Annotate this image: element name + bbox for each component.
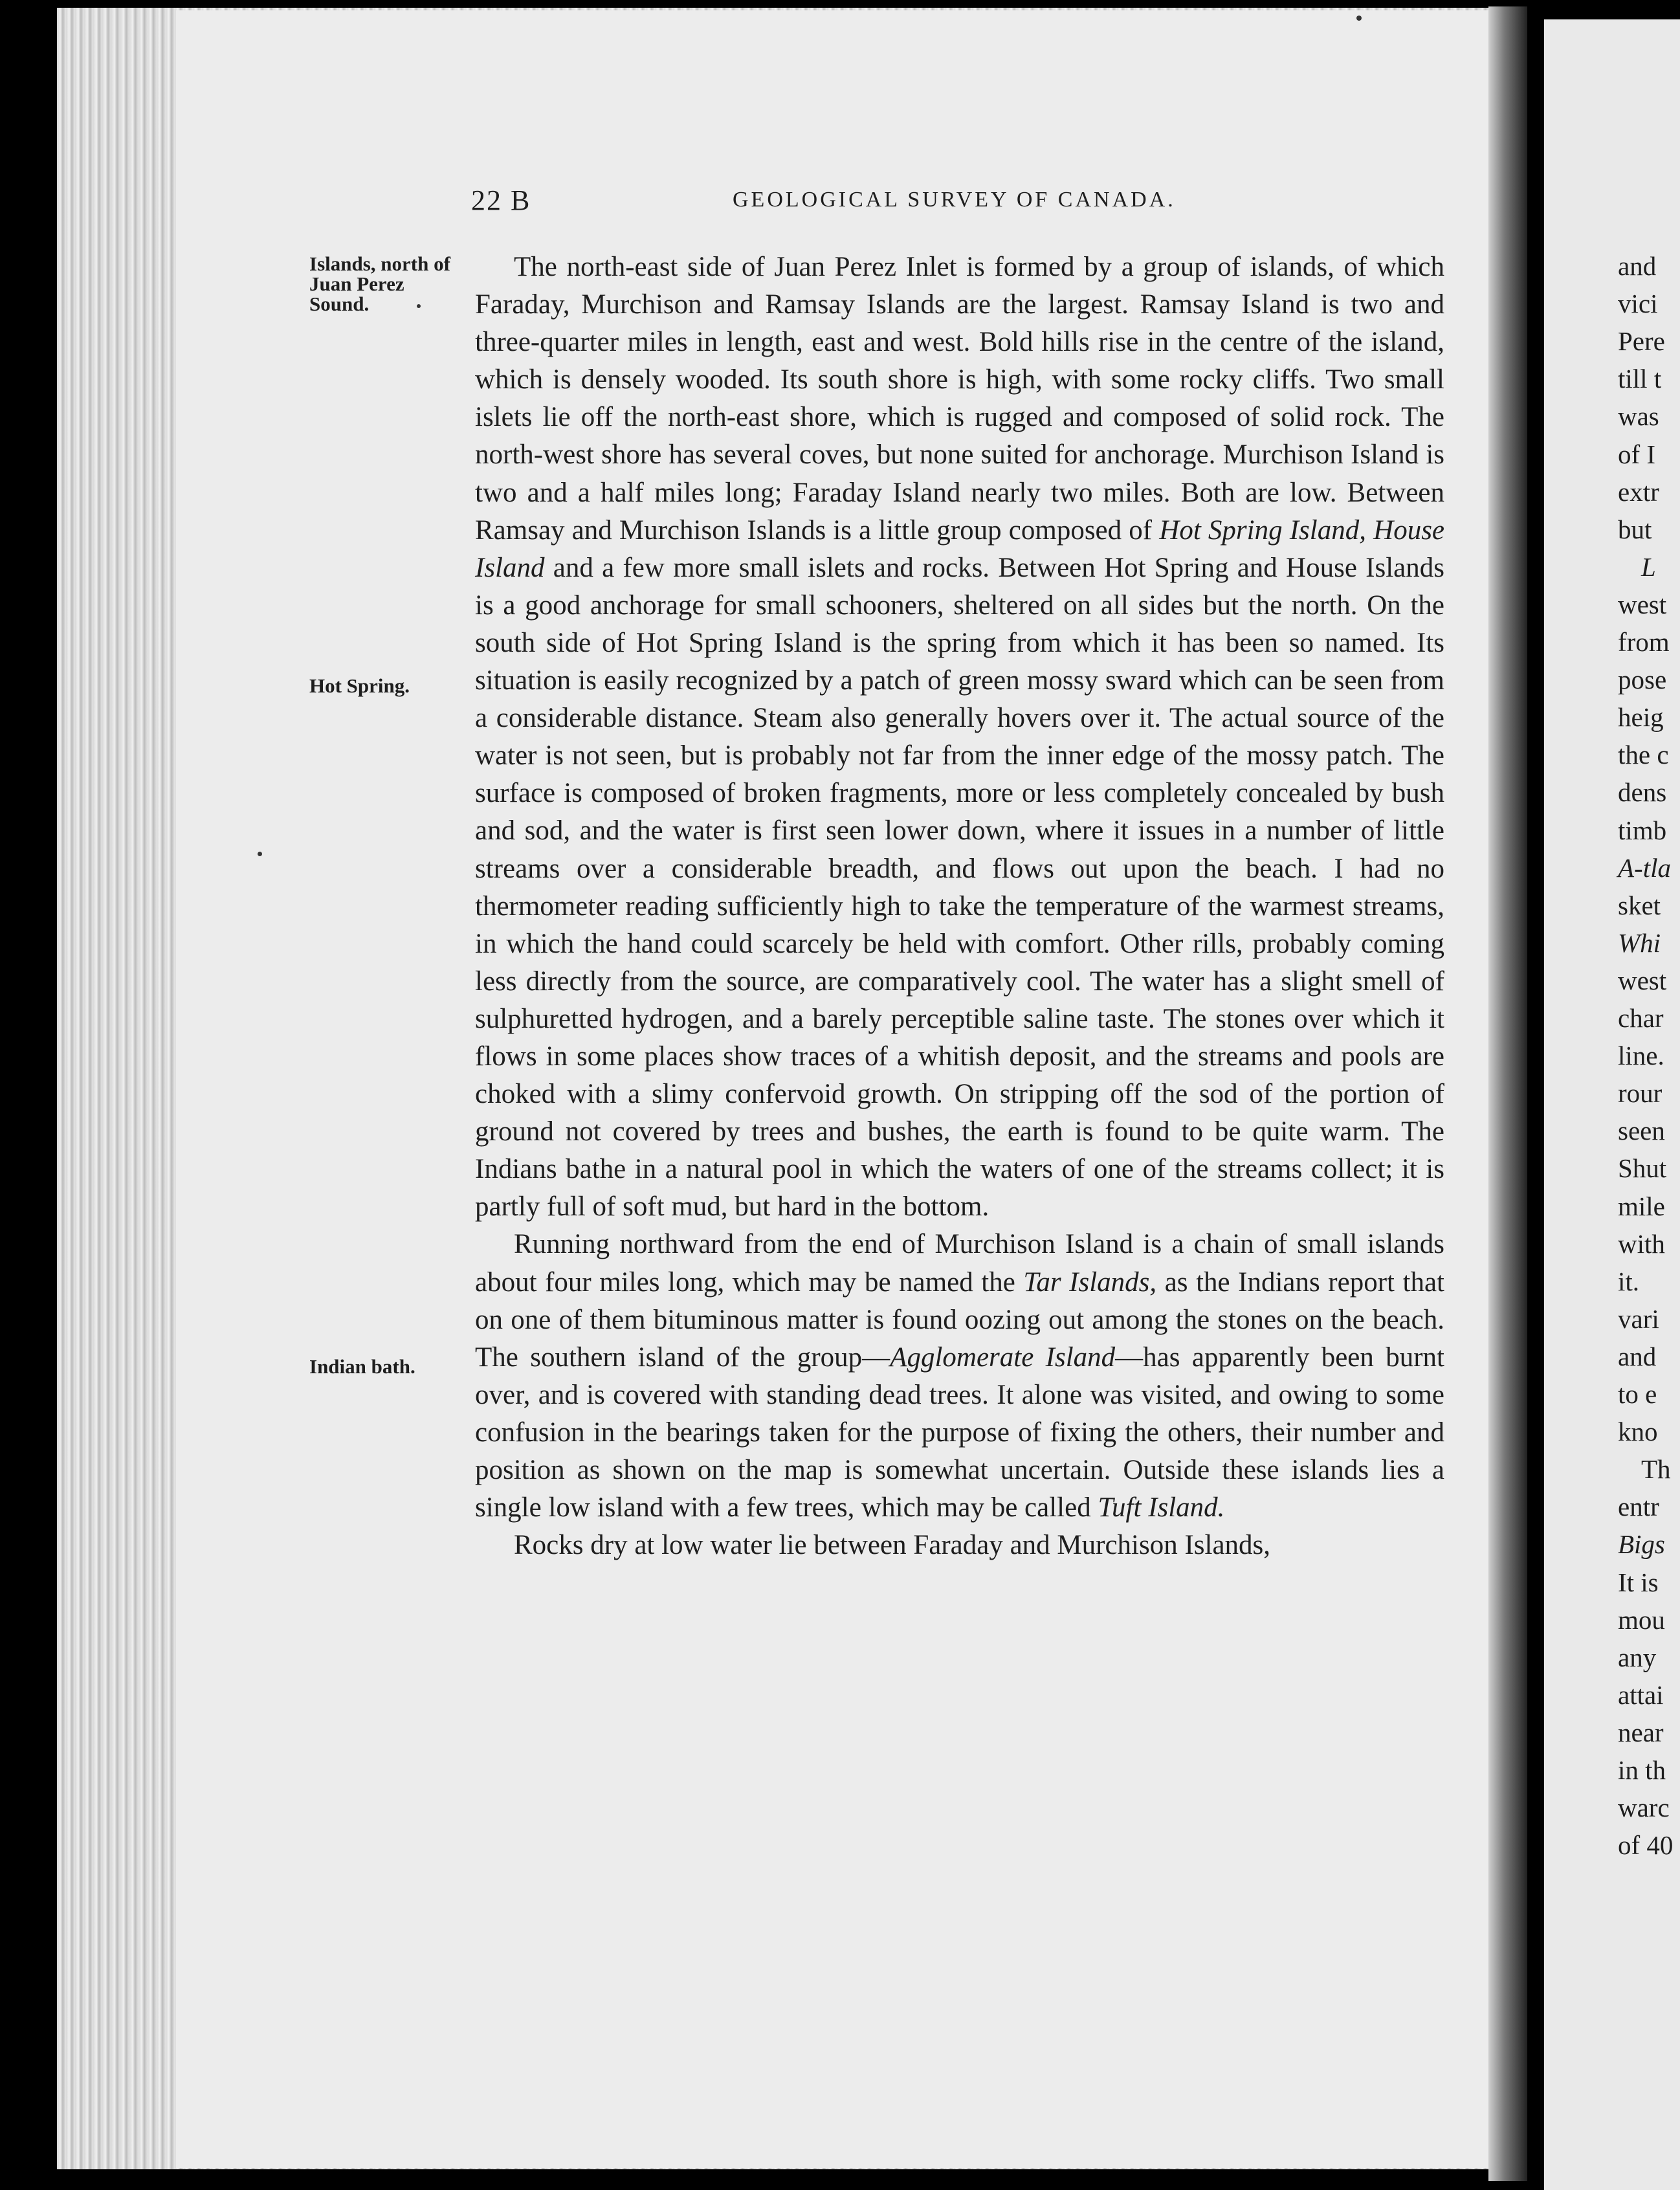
italic-run: House Island — [475, 514, 1445, 583]
facing-page-fragment: Pere — [1618, 326, 1665, 357]
facing-page-fragment: heig — [1618, 702, 1664, 733]
facing-page-fragment: in th — [1618, 1755, 1666, 1785]
facing-page-fragment: vici — [1618, 289, 1658, 319]
facing-page-fragment: the c — [1618, 740, 1669, 770]
facing-page-fragment: extr — [1618, 476, 1659, 507]
facing-page-fragment: near — [1618, 1717, 1664, 1747]
facing-page-fragment: any — [1618, 1642, 1657, 1672]
facing-page-fragment: and — [1618, 1341, 1657, 1371]
facing-page-fragment: Bigs — [1618, 1529, 1665, 1560]
facing-page-fragment: char — [1618, 1003, 1664, 1033]
paragraph — [475, 1226, 1444, 1527]
facing-page-fragment: sket — [1618, 890, 1661, 920]
italic-run: Tuft Island. — [1098, 1492, 1225, 1523]
facing-page-fragment: A-tla — [1618, 852, 1671, 883]
paragraph — [475, 249, 1444, 1226]
facing-page-fragment: Shut — [1618, 1153, 1667, 1184]
gutter-shadow — [1488, 6, 1527, 2181]
text-run: as the Indians report that on one of them bituminous matter is found oozing out among the stones on the beach. The southern island of the group— — [475, 1266, 1445, 1373]
facing-page-fragment: timb — [1618, 815, 1667, 845]
facing-page-fragment: line. — [1618, 1041, 1664, 1071]
ink-speck — [1356, 16, 1362, 21]
text-run — [1366, 515, 1373, 546]
facing-page-fragment: Whi — [1618, 927, 1661, 958]
facing-page-fragment: of 40 — [1618, 1830, 1674, 1861]
facing-page-fragment: till t — [1618, 364, 1662, 394]
facing-page-fragment: warc — [1618, 1793, 1670, 1823]
running-title: GEOLOGICAL SURVEY OF CANADA. — [733, 188, 1176, 212]
facing-page-fragment: seen — [1618, 1116, 1665, 1146]
ink-speck — [258, 852, 262, 856]
facing-page-fragment: dens — [1618, 777, 1667, 808]
facing-page-fragment: attai — [1618, 1679, 1664, 1710]
body-text — [475, 249, 1444, 1564]
facing-page — [1544, 19, 1680, 2190]
facing-page-fragment: mile — [1618, 1191, 1665, 1221]
facing-page-fragment: west — [1618, 965, 1667, 995]
facing-page-fragment: and — [1618, 251, 1657, 281]
italic-run: Agglomerate Island — [890, 1342, 1116, 1373]
italic-run: Hot Spring Island, — [1159, 514, 1366, 546]
text-run: Rocks dry at low water lie between Faraday and Murchison Islands, — [514, 1530, 1271, 1561]
facing-page-fragment: rour — [1618, 1078, 1663, 1109]
italic-run: Tar Islands, — [1023, 1266, 1157, 1298]
text-run: —has apparently been burnt over, and is covered with standing dead trees. It alone was visited, and owing to some confusion in the bearings taken for the purpose of fixing the others, their number and position as shown on the map is somewhat uncertain. Outside these islands lies a single low island with a few trees, which may be called — [475, 1342, 1445, 1523]
facing-page-fragment: of I — [1618, 439, 1656, 469]
page-number: 22 B — [471, 184, 531, 216]
paragraph — [475, 1527, 1444, 1564]
facing-page-fragment: west — [1618, 589, 1667, 619]
facing-page-fragment: L — [1641, 551, 1656, 582]
facing-page-fragment: It is — [1618, 1567, 1659, 1597]
facing-page-fragment: from — [1618, 627, 1670, 657]
facing-page-fragment: to e — [1618, 1379, 1657, 1409]
facing-page-fragment: entr — [1618, 1492, 1659, 1522]
facing-page-fragment: with — [1618, 1228, 1665, 1259]
facing-page-fragment: pose — [1618, 665, 1667, 695]
facing-page-fragment: kno — [1618, 1417, 1658, 1447]
facing-page-fragment: but — [1618, 514, 1652, 544]
text-run: The north-east side of Juan Perez Inlet is formed by a group of islands, of which Faraday, Murchison and Ramsay Islands are the largest. Ramsay Island is two and three-quarter miles in length, east and west. Bold hills rise in the centre of the island, which is densely wooded. Its south shore is high, with some rocky cliffs. Two small islets lie off the north-east shore, which is rugged and composed of solid rock. The north-west shore has several coves, but none suited for anchorage. Murchison Island is two and a half miles long; Faraday Island nearly two miles. Both are low. Between Ramsay and Murchison Islands is a little group composed of — [475, 252, 1444, 546]
ink-speck — [417, 304, 421, 308]
facing-page-fragment: vari — [1618, 1303, 1659, 1334]
side-note-hot-spring: Hot Spring. — [309, 674, 410, 697]
facing-page-fragment: it. — [1618, 1266, 1640, 1296]
facing-page-fragment: Th — [1641, 1454, 1671, 1485]
side-note-islands: Islands, north of Juan Perez Sound. — [309, 252, 450, 315]
facing-page-fragment: mou — [1618, 1604, 1665, 1635]
facing-page-fragment: was — [1618, 401, 1659, 432]
text-run: and a few more small islets and rocks. Between Hot Spring and House Islands is a good anchorage for small schooners, sheltered on all sides but the north. On the south side of Hot Spring Island is the spring from which it has been so named. Its situation is easily recognized by a patch of green mossy sward which can be seen from a considerable distance. Steam also generally hovers over it. The actual source of the water is not seen, but is probably not far from the inner edge of the mossy patch. The surface is composed of broken fragments, more or less completely concealed by bush and sod, and the water is first seen lower down, where it issues in a number of little streams over a considerable breadth, and flows out upon the beach. I had no thermometer reading sufficiently high to take the temperature of the warmest streams, in which the hand could scarcely be held with comfort. Other rills, probably coming less directly from the source, are comparatively cool. The water has a slight smell of sulphuretted hydrogen, and a barely perceptible saline taste. The stones over which it flows in some places show traces of a whitish deposit, and the streams and pools are choked with a slimy confervoid growth. On stripping off the sod of the portion of ground not covered by trees and bushes, the earth is found to be quite warm. The Indians bathe in a natural pool in which the waters of one of the streams collect; it is partly full of soft mud, but hard in the bottom. — [475, 552, 1444, 1222]
text-run: Running northward from the end of Murchison Island is a chain of small islands about four miles long, which may be named the — [475, 1229, 1444, 1298]
side-note-indian-bath: Indian bath. — [309, 1355, 415, 1378]
